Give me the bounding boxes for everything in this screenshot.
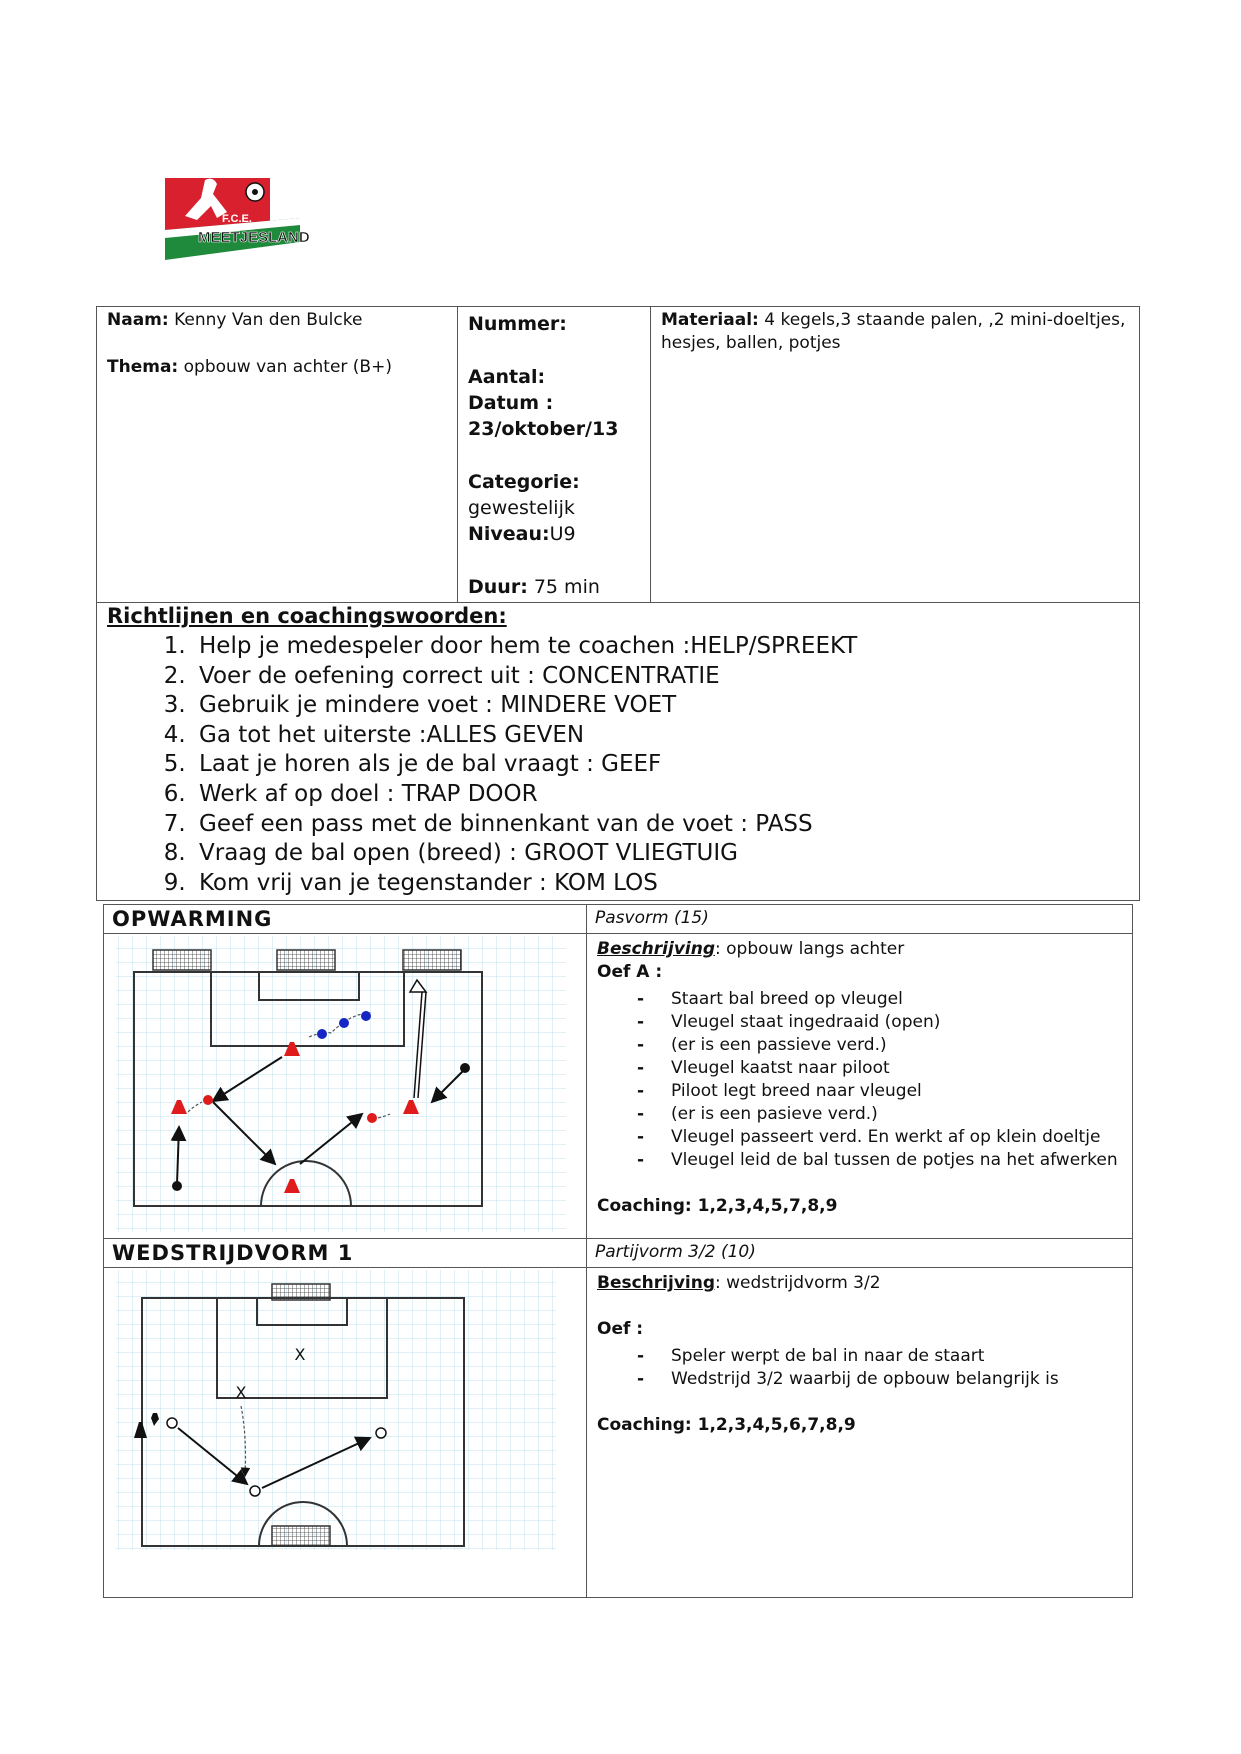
niveau-label: Niveau: (468, 523, 550, 545)
list-item: 4. Ga tot het uiterste :ALLES GEVEN (193, 721, 1129, 751)
list-item: - Vleugel leid de bal tussen de potjes na het afwerken (637, 1149, 1122, 1172)
exercise-subtitle-2: Partijvorm 3/2 (10) (587, 1239, 1133, 1268)
exercise-title-1: OPWARMING (104, 905, 587, 934)
exercise-description-2 (587, 1268, 1133, 1598)
header-materiaal-cell (651, 307, 1140, 603)
materiaal-value: 4 kegels,3 staande palen, ,2 mini-doeltjes, hesjes, ballen, potjes (661, 310, 1126, 353)
logo-text-2: MEETJESLAND (198, 229, 310, 246)
duur-value: 75 min (533, 576, 600, 598)
list-item: 8. Vraag de bal open (breed) : GROOT VLIEGTUIG (193, 839, 1129, 869)
list-item: 1. Help je medespeler door hem te coachen :HELP/SPREEKT (193, 632, 1129, 662)
list-item: - Vleugel kaatst naar piloot (637, 1057, 1122, 1080)
list-item: 5. Laat je horen als je de bal vraagt : GEEF (193, 750, 1129, 780)
list-item: 3. Gebruik je mindere voet : MINDERE VOET (193, 691, 1129, 721)
beschrijving-label: Beschrijving (597, 1273, 716, 1293)
list-item: - Staart bal breed op vleugel (637, 988, 1122, 1011)
list-item: - Wedstrijd 3/2 waarbij de opbouw belangrijk is (637, 1368, 1122, 1391)
header-info-cell (458, 307, 651, 603)
list-item: 9. Kom vrij van je tegenstander : KOM LOS (193, 869, 1129, 899)
header-table (96, 306, 1140, 901)
diagram-wedstrijdvorm (104, 1268, 587, 1598)
datum-label: Datum : (468, 392, 554, 414)
steps-list (597, 1345, 1122, 1391)
coaching-text: Coaching: 1,2,3,4,5,6,7,8,9 (597, 1415, 856, 1435)
logo-text-1: F.C.E. (222, 213, 252, 225)
richtlijnen-title: Richtlijnen en coachingswoorden: (107, 604, 507, 628)
richtlijnen-cell (97, 603, 1140, 901)
oef-label: Oef : (597, 1319, 644, 1339)
exercise-description-1 (587, 934, 1133, 1239)
beschrijving-label: Beschrijving (597, 939, 716, 959)
list-item: 6. Werk af op doel : TRAP DOOR (193, 780, 1129, 810)
list-item: 2. Voer de oefening correct uit : CONCENTRATIE (193, 662, 1129, 692)
club-logo (160, 170, 310, 270)
list-item: - Vleugel passeert verd. En werkt af op klein doeltje (637, 1126, 1122, 1149)
coaching-text: Coaching: 1,2,3,4,5,7,8,9 (597, 1196, 838, 1216)
duur-label: Duur: (468, 576, 528, 598)
thema-label: Thema: (107, 357, 179, 377)
niveau-value: U9 (549, 523, 576, 545)
list-item: - Vleugel staat ingedraaid (open) (637, 1011, 1122, 1034)
diagram-opwarming (104, 934, 587, 1239)
steps-list (597, 988, 1122, 1172)
materiaal-label: Materiaal: (661, 310, 759, 330)
defender-x-1: X (294, 1345, 306, 1364)
beschrijving-text: : wedstrijdvorm 3/2 (715, 1273, 881, 1293)
oef-label: Oef A : (597, 962, 663, 982)
naam-value: Kenny Van den Bulcke (174, 310, 363, 330)
list-item: - Speler werpt de bal in naar de staart (637, 1345, 1122, 1368)
datum-value: 23/oktober/13 (468, 418, 619, 440)
categorie-value: gewestelijk (468, 497, 575, 519)
list-item: - Piloot legt breed naar vleugel (637, 1080, 1122, 1103)
thema-value: opbouw van achter (B+) (183, 357, 392, 377)
field-diagram-1 (104, 934, 586, 1234)
naam-label: Naam: (107, 310, 169, 330)
richtlijnen-list (107, 632, 1129, 898)
exercise-title-2: WEDSTRIJDVORM 1 (104, 1239, 587, 1268)
beschrijving-text: : opbouw langs achter (715, 939, 905, 959)
categorie-label: Categorie: (468, 471, 580, 493)
field-diagram-2 (104, 1268, 586, 1593)
aantal-label: Aantal: (468, 366, 546, 388)
list-item: - (er is een pasieve verd.) (637, 1103, 1122, 1126)
exercise-table (103, 904, 1133, 1598)
list-item: - (er is een passieve verd.) (637, 1034, 1122, 1057)
exercise-subtitle-1: Pasvorm (15) (587, 905, 1133, 934)
defender-x-2: X (235, 1383, 247, 1402)
nummer-label: Nummer: (468, 313, 567, 335)
list-item: 7. Geef een pass met de binnenkant van de voet : PASS (193, 810, 1129, 840)
header-naam-cell (97, 307, 458, 603)
